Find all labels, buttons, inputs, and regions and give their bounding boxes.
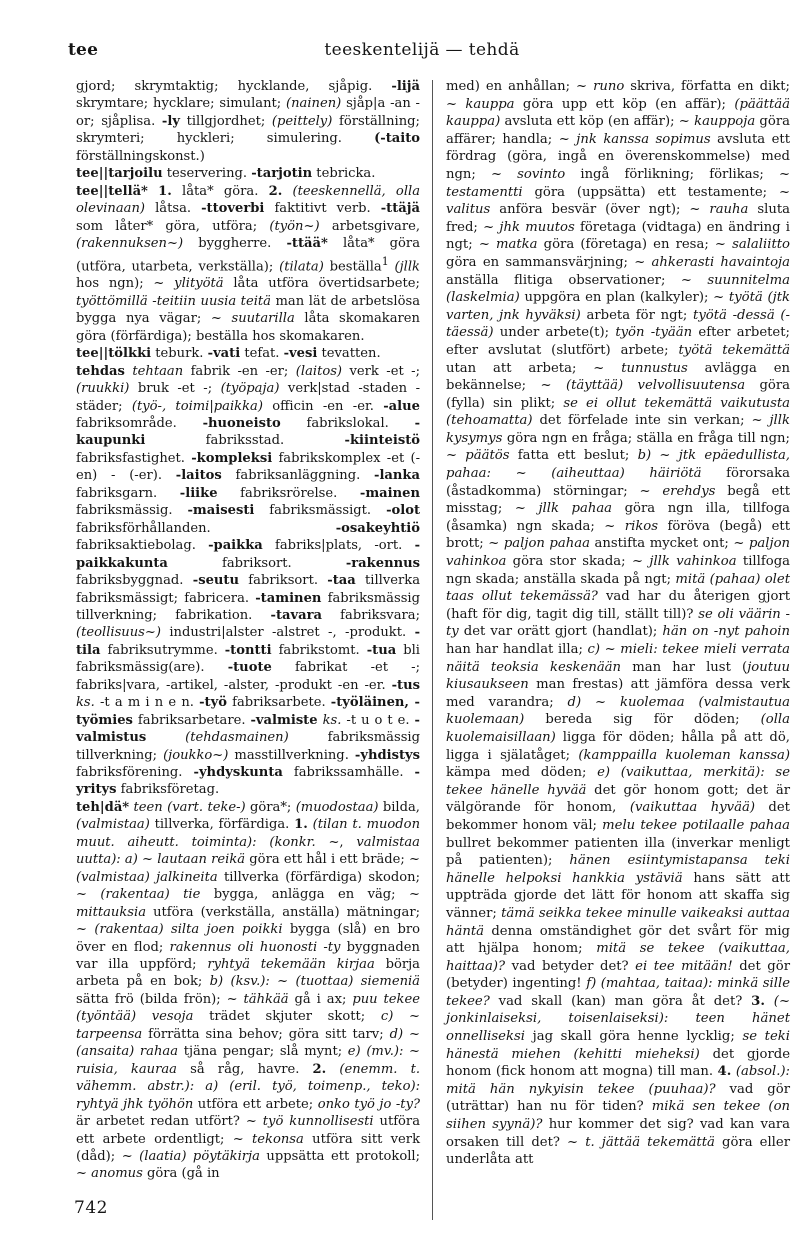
column-divider [432, 80, 433, 1220]
page-number: 742 [74, 1198, 108, 1218]
entry-teettaa: tee||tellä* 1. låta* göra. 2. (teeskennellä, olla olevinaan) låtsa. -ttoverbi faktitivt verb. -ttäjä som låter* göra, utföra; (työn~) arbetsgivare, (rakennuksen~) byggherre. -ttää* låta* göra (utföra, utarbeta, verkställa); (tilata) beställa$^1$ (jllk hos ngn); ~ ylityötä låta utföra övertidsarbete; työttömillä -teitiin uusia teitä man lät de arbetslösa bygga nya vägar; ~ suutarilla låta skomakaren göra (förfärdiga); beställa hos skomakaren. [76, 183, 420, 344]
left-column [76, 78, 420, 1183]
page-range-title: teeskentelijä — tehdä [324, 40, 520, 60]
right-column [446, 78, 790, 1169]
entry-teetarjoilu: tee||tarjoilu teservering. -tarjotin tebricka. [76, 166, 376, 182]
entry-tehdas: tehdas tehtaan fabrik -en -er; (laitos) verk -et -; (ruukki) bruk -et -; (työpaja) verk|stad -staden -städer; (työ-, toimi|paikka) officin -en -er. -alue fabriksområde. -huoneisto fabrikslokal. -kaupunki fabriksstad. -kiinteistö fabriksfastighet. -kompleksi fabrikskomplex -et (-en) - (-er). -laitos fabriksanläggning. -lanka fabriksgarn. -liike fabriksrörelse. -mainen fabriksmässig. -maisesti fabriksmässigt. -olot fabriksförhållanden. -osakeyhtiö fabriksaktiebolag. -paikka fabriks|plats, -ort. -paikkakunta fabriksort. -rakennus fabriksbyggnad. -seutu fabriksort. -taa tillverka fabriksmässigt; fabricera. -taminen fabriksmässig tillverkning; fabrikation. -tavara fabriksvara; (teollisuus~) industri|alster -alstret -, -produkt. -tila fabriksutrymme. -tontti fabrikstomt. -tua bli fabriksmässig(are). -tuote fabrikat -et -; fabriks|vara, -artikel, -alster, -produkt -en -er. -tus ks. -t a m i n e n. -työ fabriksarbete. -työläinen, -työmies fabriksarbetare. -valmiste ks. -t u o t e. -valmistus (tehdasmainen) fabriksmässig tillverkning; (joukko~) masstillverkning. -yhdistys fabriksförening. -yhdyskunta fabrikssamhälle. -yritys fabriksföretag. [76, 363, 421, 798]
entry-teetolkki: tee||tölkki teburk. -vati tefat. -vesi tevatten. [76, 346, 381, 362]
entry-tehda-continued: med) en anhållan; ~ runo skriva, författa en dikt; ~ kauppa göra upp ett köp (en affär); (päättää kauppa) avsluta ett köp (en affär); ~ kauppoja göra affärer; handla; ~ jnk kanssa sopimus avsluta ett fördrag (göra, ingå en överenskommelse) med ngn; ~ sovinto ingå förlikning; förlikas; ~ testamentti göra (uppsätta) ett testamente; ~ valitus anföra besvär (över ngt); ~ rauha sluta fred; ~ jhk muutos företaga (vidtaga) en ändring i ngt; ~ matka göra (företaga) en resa; ~ salaliitto göra en sammansvärjning; ~ ahkerasti havaintoja anställa flitiga observationer; ~ suunnitelma (laskelmia) uppgöra en plan (kalkyler); ~ työtä (jtk varten, jnk hyväksi) arbeta för ngt; työtä -dessä (-täessä) under arbete(t); työn -tyään efter arbetet; efter avslutat (slutfört) arbete; työtä tekemättä utan att arbeta; ~ tunnustus avlägga en bekännelse; ~ (täyttää) velvollisuutensa göra (fylla) sin plikt; se ei ollut tekemättä vaikutusta (tehoamatta) det förfelade inte sin verkan; ~ jllk kysymys göra ngn en fråga; ställa en fråga till ngn; ~ päätös fatta ett beslut; b) ~ jtk epäedullista, pahaa: ~ (aiheuttaa) häiriötä förorsaka (åstadkomma) störningar; ~ erehdys begå ett misstag; ~ jllk pahaa göra ngn illa, tillfoga (åsamka) ngn skada; ~ rikos föröva (begå) ett brott; ~ paljon pahaa anstifta mycket ont; ~ paljon vahinkoa göra stor skada; ~ jllk vahinkoa tillfoga ngn skada; anställa skada på ngt; mitä (pahaa) olet taas ollut tekemässä? vad har du återigen gjort (haft för dig, tagit dig till, ställt till)? se oli väärin -ty det var orätt gjort (handlat); hän on -nyt pahoin han har handlat illa; c) ~ mieli: tekee mieli verrata näitä teoksia keskenään man har lust (joutuu kiusaukseen man frestas) att jämföra dessa verk med varandra; d) ~ kuolemaa (valmistautua kuolemaan) bereda sig för döden; (olla kuolemaisillaan) ligga för döden; hålla på att dö, ligga i själatåget; (kamppailla kuoleman kanssa) kämpa med döden; e) (vaikuttaa, merkitä): se tekee hänelle hyvää det gör honom gott; det är välgörande för honom, (vaikuttaa hyvää) det bekommer honom väl; melu tekee potilaalle pahaa bullret bekommer patienten illa (inverkar menligt på patienten); hänen esiintymistapansa teki hänelle helpoksi hankkia ystäviä hans sätt att uppträda gjorde det lätt för honom att skaffa sig vänner; tämä seikka tekee minulle vaikeaksi auttaa häntä denna omständighet gör det svårt för mig att hjälpa honom; mitä se tekee (vaikuttaa, haittaa)? vad betyder det? ei tee mitään! det gör (betyder) ingenting! f) (mahtaa, taitaa): minkä sille tekee? vad skall (kan) man göra åt det? 3. (~ jonkinlaiseksi, toisenlaiseksi): teen hänet onnelliseksi jag skall göra henne lycklig; se teki hänestä miehen (kehitti mieheksi) det gjorde honom (fick honom att mogna) till man. 4. (absol.): mitä hän nykyisin tekee (puuhaa)? vad gör (uträttar) han nu för tiden? mikä sen tekee (on siihen syynä)? hur kommer det sig? vad kan vara orsaken till det? ~ t. jättää tekemättä göra eller underlåta att [446, 79, 791, 1168]
entry-teeskentely: gjord; skrymtaktig; hycklande, sjåpig. -lijä skrymtare; hycklare; simulant; (nainen) sjåp|a -an -or; sjåplisa. -ly tillgjordhet; (peittely) förställning; skrymteri; hyckleri; simulering. (-taito förställningskonst.) [76, 79, 420, 164]
entry-tehda: teh|dä* teen (vart. teke-) göra*; (muodostaa) bilda, (valmistaa) tillverka, förfärdiga. 1. (tilan t. muodon muut. aiheutt. toiminta): (konkr. ~, valmistaa uutta): a) ~ lautaan reikä göra ett hål i ett bräde; ~ (valmistaa) jalkineita tillverka (förfärdiga) skodon; ~ (rakentaa) tie bygga, anlägga en väg; ~ mittauksia utföra (verkställa, anställa) mätningar; ~ (rakentaa) silta joen poikki bygga (slå) en bro över en flod; rakennus oli huonosti -ty byggnaden var illa uppförd; ryhtyä tekemään kirjaa börja arbeta på en bok; b) (ksv.): ~ (tuottaa) siemeniä sätta frö (bilda frön); ~ tähkää gå i ax; puu tekee (työntää) vesoja trädet skjuter skott; c) ~ tarpeensa förrätta sina behov; göra sitt tarv; d) ~ (ansaita) rahaa tjäna pengar; slå mynt; e) (mv.): ~ ruisia, kauraa så råg, havre. 2. (enemm. t. vähemm. abstr.): a) (eril. työ, toimenp., teko): ryhtyä jhk työhön utföra ett arbete; onko työ jo -ty? är arbetet redan utfört? ~ työ kunnollisesti utföra ett arbete ordentligt; ~ tekonsa utföra sitt verk (dåd); ~ (laatia) pöytäkirja uppsätta ett protokoll; ~ anomus göra (gå in [76, 799, 421, 1182]
guide-word: tee [68, 40, 99, 60]
page-header [68, 40, 776, 66]
